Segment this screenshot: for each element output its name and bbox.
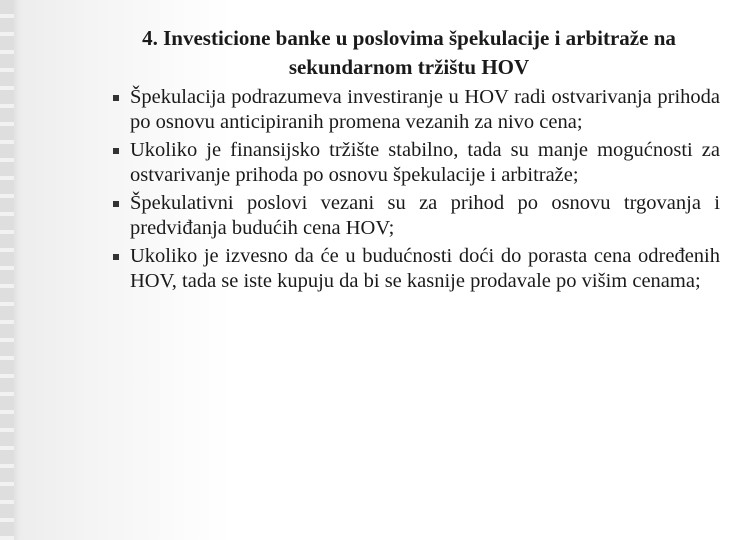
decorative-side-strip xyxy=(0,0,20,540)
slide-title: 4. Investicione banke u poslovima špekulacije i arbitraže na sekundarnom tržištu HOV xyxy=(142,26,676,79)
bullet-text: Špekulativni poslovi vezani su za prihod po osnovu trgovanja i predviđanja budućih cena HOV; xyxy=(130,192,720,239)
square-bullet-icon xyxy=(113,148,119,154)
square-bullet-icon xyxy=(113,254,119,260)
bullet-item xyxy=(98,191,720,241)
bullet-text: Ukoliko je finansijsko tržište stabilno, tada su manje mogućnosti za ostvarivanje prihoda po osnovu špekulacije i arbitraže; xyxy=(130,139,720,186)
square-bullet-icon xyxy=(113,201,119,207)
bullet-text: Ukoliko je izvesno da će u budućnosti doći do porasta cena određenih HOV, tada se iste kupuju da bi se kasnije prodavale po višim cenama; xyxy=(130,245,720,292)
bullet-text: Špekulacija podrazumeva investiranje u HOV radi ostvarivanja prihoda po osnovu anticipiranih promena vezanih za nivo cena; xyxy=(130,86,720,133)
bullet-item xyxy=(98,85,720,135)
bullet-item xyxy=(98,138,720,188)
square-bullet-icon xyxy=(113,95,119,101)
bullet-list xyxy=(98,85,720,294)
bullet-item xyxy=(98,244,720,294)
slide-content xyxy=(98,24,720,297)
